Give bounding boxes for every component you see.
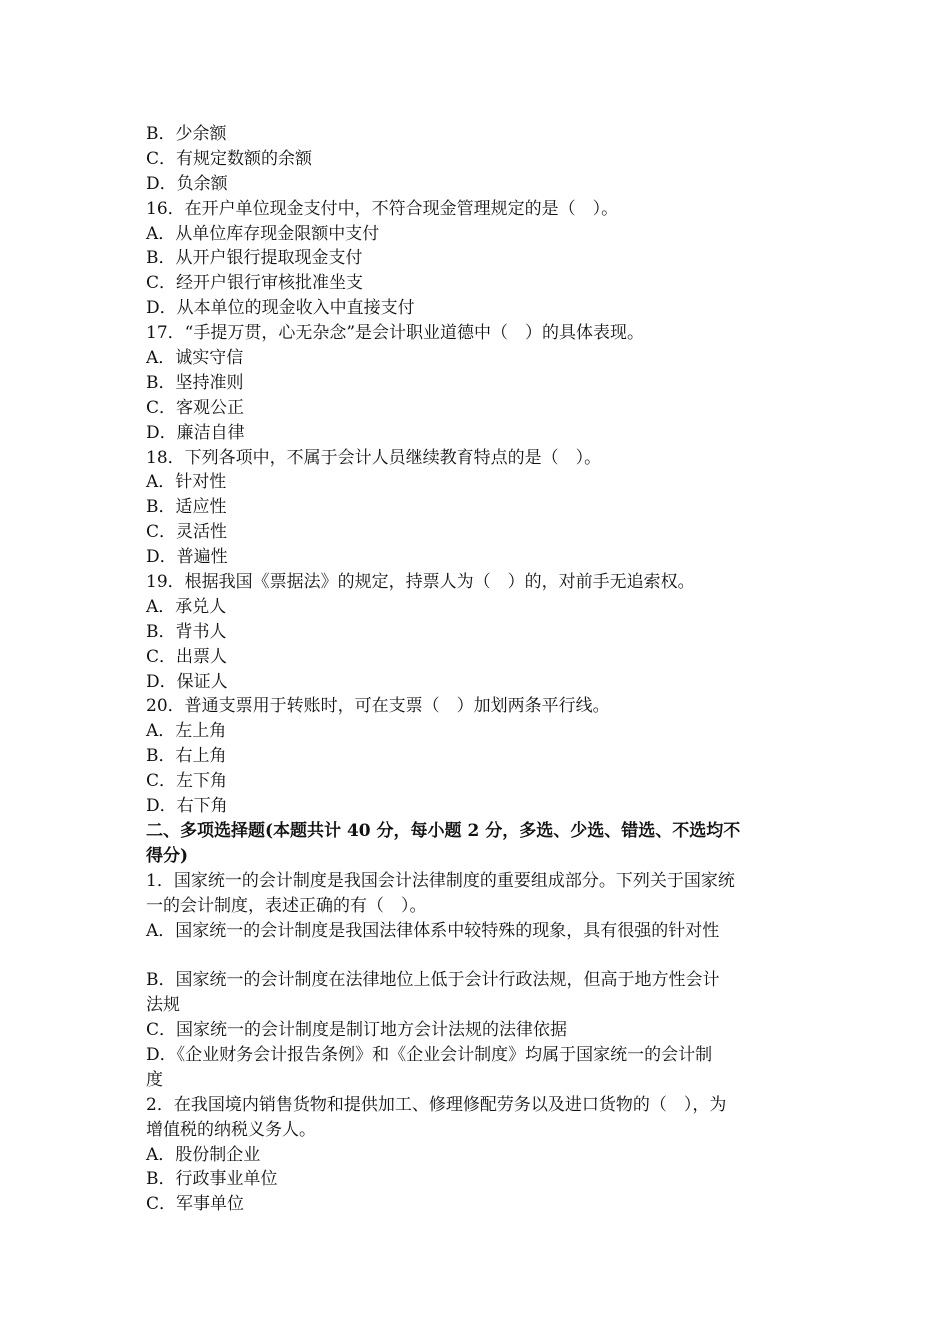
question-19: 19．根据我国《票据法》的规定，持票人为（ ）的，对前手无追索权。 [146,572,695,593]
option-16a: A．从单位库存现金限额中支付 [146,223,380,244]
option-20d: D．右下角 [146,796,228,817]
mq-option-1c: C．国家统一的会计制度是制订地方会计法规的法律依据 [146,1020,568,1041]
option-20b: B．右上角 [146,746,227,767]
option-16d: D．从本单位的现金收入中直接支付 [146,298,415,319]
mq-option-2b: B．行政事业单位 [146,1169,278,1190]
mq-question-1: 1．国家统一的会计制度是我国会计法律制度的重要组成部分。下列关于国家统 [146,870,735,891]
section-heading-cont: 得分) [146,845,189,866]
option-19d: D．保证人 [146,671,228,692]
mq-option-1b-cont: 法规 [146,995,180,1016]
mq-question-2-cont: 增值税的纳税义务人。 [146,1119,316,1140]
option-15b: B．少余额 [146,124,227,144]
option-16b: B．从开户银行提取现金支付 [146,248,363,269]
blank-line [146,943,810,968]
option-18d: D．普遍性 [146,547,228,568]
option-19c: C．出票人 [146,646,228,667]
section-heading: 二、多项选择题(本题共计 40 分，每小题 2 分，多选、少选、错选、不选均不 [146,820,741,841]
mq-option-1a: A．国家统一的会计制度是我国法律体系中较特殊的现象，具有很强的针对性 [146,920,720,941]
option-17c: C．客观公正 [146,397,245,418]
option-18a: A．针对性 [146,472,227,493]
question-16: 16．在开户单位现金支付中，不符合现金管理规定的是（ ）。 [146,198,619,219]
mq-option-2c: C．军事单位 [146,1194,245,1215]
option-19a: A．承兑人 [146,596,227,617]
document-page [146,122,810,1217]
mq-question-1-cont: 一的会计制度，表述正确的有（ ）。 [146,895,427,916]
option-19b: B．背书人 [146,621,227,642]
mq-option-1d-cont: 度 [146,1069,163,1090]
question-18: 18．下列各项中，不属于会计人员继续教育特点的是（ ）。 [146,447,602,468]
question-17: 17．“手提万贯，心无杂念”是会计职业道德中（ ）的具体表现。 [146,323,645,344]
mq-option-1d: D．《企业财务会计报告条例》和《企业会计制度》均属于国家统一的会计制 [146,1044,713,1065]
option-18c: C．灵活性 [146,522,228,543]
option-16c: C．经开户银行审核批准坐支 [146,273,364,294]
option-20c: C．左下角 [146,771,228,792]
option-17a: A．诚实守信 [146,348,244,369]
option-17b: B．坚持准则 [146,372,244,393]
option-18b: B．适应性 [146,497,227,518]
option-17d: D．廉洁自律 [146,422,245,443]
question-20: 20．普通支票用于转账时，可在支票（ ）加划两条平行线。 [146,696,610,717]
mq-option-2a: A．股份制企业 [146,1144,261,1165]
option-20a: A．左上角 [146,721,227,742]
mq-question-2: 2．在我国境内销售货物和提供加工、修理修配劳务以及进口货物的（ ），为 [146,1094,727,1115]
mq-option-1b: B．国家统一的会计制度在法律地位上低于会计行政法规，但高于地方性会计 [146,970,720,991]
option-15d: D．负余额 [146,173,228,194]
option-15c: C．有规定数额的余额 [146,148,313,169]
